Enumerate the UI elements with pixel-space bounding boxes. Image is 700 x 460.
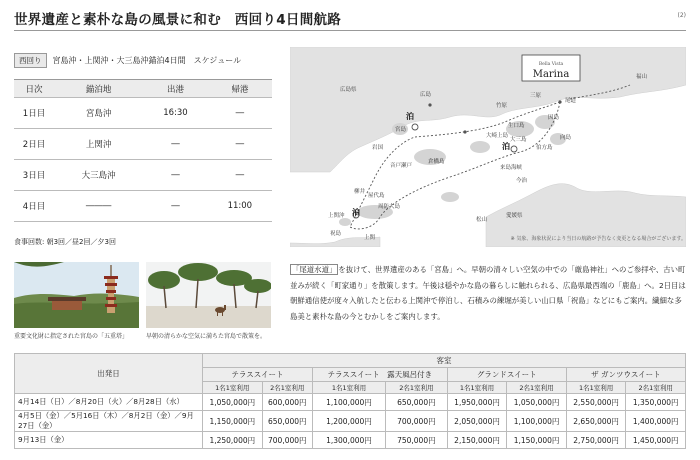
price-cell: 600,000円 (262, 394, 312, 411)
occupancy: 2名1室利用 (507, 382, 567, 394)
cell: ――― (54, 191, 143, 222)
map-label: 愛媛県 (506, 213, 523, 219)
price-cell: 2,050,000円 (447, 411, 507, 432)
table-row (15, 411, 686, 432)
schedule-header-row (14, 80, 272, 98)
price-table (14, 353, 686, 449)
itinerary-description (290, 262, 686, 324)
sail-date: 4月5日（金）／5月16日（木）／8月2日（金）／9月27日（金） (15, 411, 203, 432)
map-label: 生口島 (508, 123, 525, 129)
table-row (15, 432, 686, 449)
col-depart: 出港 (143, 80, 207, 98)
cell: ― (143, 129, 207, 160)
cell: ― (143, 160, 207, 191)
price-cell: 2,650,000円 (566, 411, 626, 432)
map-label: 倉橋島 (428, 159, 445, 165)
map-label: 来島海峡 (500, 165, 523, 171)
price-cell: 1,450,000円 (626, 432, 686, 449)
map-label: 尾道 (565, 98, 577, 104)
price-cell: 1,250,000円 (203, 432, 263, 449)
seto-inland-sea-map (290, 47, 686, 247)
map-label: 竹原 (496, 103, 508, 109)
anchor-label: 泊 (502, 142, 510, 151)
room-type: グランドスイート (447, 368, 566, 382)
map-label: 福山 (636, 74, 648, 80)
cell: ― (143, 191, 207, 222)
description-body: を抜けて、世界遺産のある「宮島」へ。早朝の清々しい空気の中での「厳島神社」へのご参拝や、古い町並みが続く「町家通り」を散策します。午後は穏やかな島の暮らしに触れられる、広島県最西端の「鹿島」へ。2日目は朝鮮通信使が度々入航したと伝わる上関沖で停泊し、石積みの練堀が美しい山口県「祝島」などにもご案内。繊細な多島美と素朴な島の今とむかしをご案内します。 (290, 265, 686, 321)
map-note: ※ 気象、海象状況により当日の航路が予告なく変更となる場合がございます。 (510, 236, 686, 242)
map-label: 松山 (476, 217, 488, 223)
island-tree-illustration (146, 262, 271, 328)
cell: ― (208, 129, 272, 160)
map-label: 向島 (560, 135, 572, 141)
price-cell: 1,100,000円 (312, 394, 385, 411)
map-label: 上関 (364, 235, 376, 241)
logo-big: Marina (532, 69, 570, 80)
map-label: 柳井 (354, 189, 366, 195)
map-label: 広島 (420, 92, 432, 98)
cell: 1日目 (14, 98, 54, 129)
title-divider (14, 30, 686, 31)
cell: 宮島沖 (54, 98, 143, 129)
map-label: 祝島 (330, 231, 342, 237)
price-cell: 650,000円 (262, 411, 312, 432)
table-row (14, 160, 272, 191)
col-anchorage: 錨泊地 (54, 80, 143, 98)
price-cell: 700,000円 (385, 411, 447, 432)
table-row (14, 191, 272, 222)
occupancy: 2名1室利用 (626, 382, 686, 394)
room-type: テラススイート 露天風呂付き (312, 368, 447, 382)
highlight-onomichi: 「尾道水道」 (292, 265, 337, 274)
price-cell: 1,050,000円 (507, 394, 567, 411)
price-cell: 1,050,000円 (203, 394, 263, 411)
occupancy: 1名1室利用 (203, 382, 263, 394)
map-label: 宮島 (395, 127, 407, 133)
map-label: 音戸瀬戸 (390, 163, 413, 169)
room-type: ザ ガンツウスイート (566, 368, 685, 382)
map-label: 屋代島 (368, 193, 385, 199)
cell: 16:30 (143, 98, 207, 129)
map-label: 上関沖 (328, 213, 345, 219)
cell: ― (208, 160, 272, 191)
price-cell: 750,000円 (385, 432, 447, 449)
page-number: (2) (677, 12, 686, 19)
map-label: 因島 (548, 115, 560, 121)
page-title: 世界遺産と素朴な島の風景に和む 西回り4日間航路 (14, 12, 342, 28)
photo-caption: 重要文化財に指定された宮島の「五重塔」 (14, 333, 129, 340)
price-cell: 2,150,000円 (447, 432, 507, 449)
occupancy: 1名1室利用 (312, 382, 385, 394)
price-cell: 1,150,000円 (507, 432, 567, 449)
sail-date: 9月13日（金） (15, 432, 203, 449)
cell: 大三島沖 (54, 160, 143, 191)
miyajima-walk-photo (146, 262, 271, 328)
price-cell: 700,000円 (262, 432, 312, 449)
occupancy: 1名1室利用 (566, 382, 626, 394)
price-cell: 2,750,000円 (566, 432, 626, 449)
price-cell: 1,200,000円 (312, 411, 385, 432)
price-cell: 1,950,000円 (447, 394, 507, 411)
price-cell: 650,000円 (385, 394, 447, 411)
cell: 2日目 (14, 129, 54, 160)
occupancy: 2名1室利用 (385, 382, 447, 394)
room-type: テラススイート (203, 368, 313, 382)
map-label: 広島県 (340, 87, 357, 93)
schedule-title: 宮島沖・上関沖・大三島沖錨泊4日間 スケジュール (52, 56, 242, 65)
col-return: 帰港 (208, 80, 272, 98)
sail-date-header: 出発日 (15, 354, 203, 394)
cell: 4日目 (14, 191, 54, 222)
table-row (15, 394, 686, 411)
pagoda-photo (14, 262, 139, 328)
pagoda-illustration (14, 262, 139, 328)
schedule-table (14, 79, 272, 222)
cell: 11:00 (208, 191, 272, 222)
map-label: 大三島 (510, 137, 527, 143)
anchor-label: 泊 (406, 112, 414, 121)
room-header: 客室 (203, 354, 686, 368)
route-map (290, 47, 686, 247)
cell: 3日目 (14, 160, 54, 191)
price-cell: 1,400,000円 (626, 411, 686, 432)
map-label: 周防大島 (378, 204, 401, 210)
map-label: 大崎上島 (486, 133, 509, 139)
cell: ― (208, 98, 272, 129)
map-label: 三原 (530, 93, 542, 99)
sail-date: 4月14日（日）／8月20日（火）／8月28日（水） (15, 394, 203, 411)
occupancy: 1名1室利用 (447, 382, 507, 394)
table-row (14, 129, 272, 160)
col-day: 日次 (14, 80, 54, 98)
cell: 上関沖 (54, 129, 143, 160)
price-cell: 2,550,000円 (566, 394, 626, 411)
map-label: 岩国 (372, 145, 384, 151)
photo-caption: 早朝の清らかな空気に満ちた宮島で散策を。 (146, 333, 267, 340)
route-badge: 西回り (14, 53, 47, 68)
map-label: 伯方島 (536, 145, 553, 151)
occupancy: 2名1室利用 (262, 382, 312, 394)
price-cell: 1,100,000円 (507, 411, 567, 432)
map-label: 今治 (516, 178, 528, 184)
price-cell: 1,300,000円 (312, 432, 385, 449)
logo-small: Bella Vista (538, 62, 564, 67)
schedule-heading (14, 53, 241, 68)
price-cell: 1,150,000円 (203, 411, 263, 432)
meal-count: 食事回数: 朝3回／昼2回／夕3回 (14, 238, 116, 246)
anchor-label: 泊 (352, 208, 360, 217)
table-row (14, 98, 272, 129)
price-cell: 1,350,000円 (626, 394, 686, 411)
